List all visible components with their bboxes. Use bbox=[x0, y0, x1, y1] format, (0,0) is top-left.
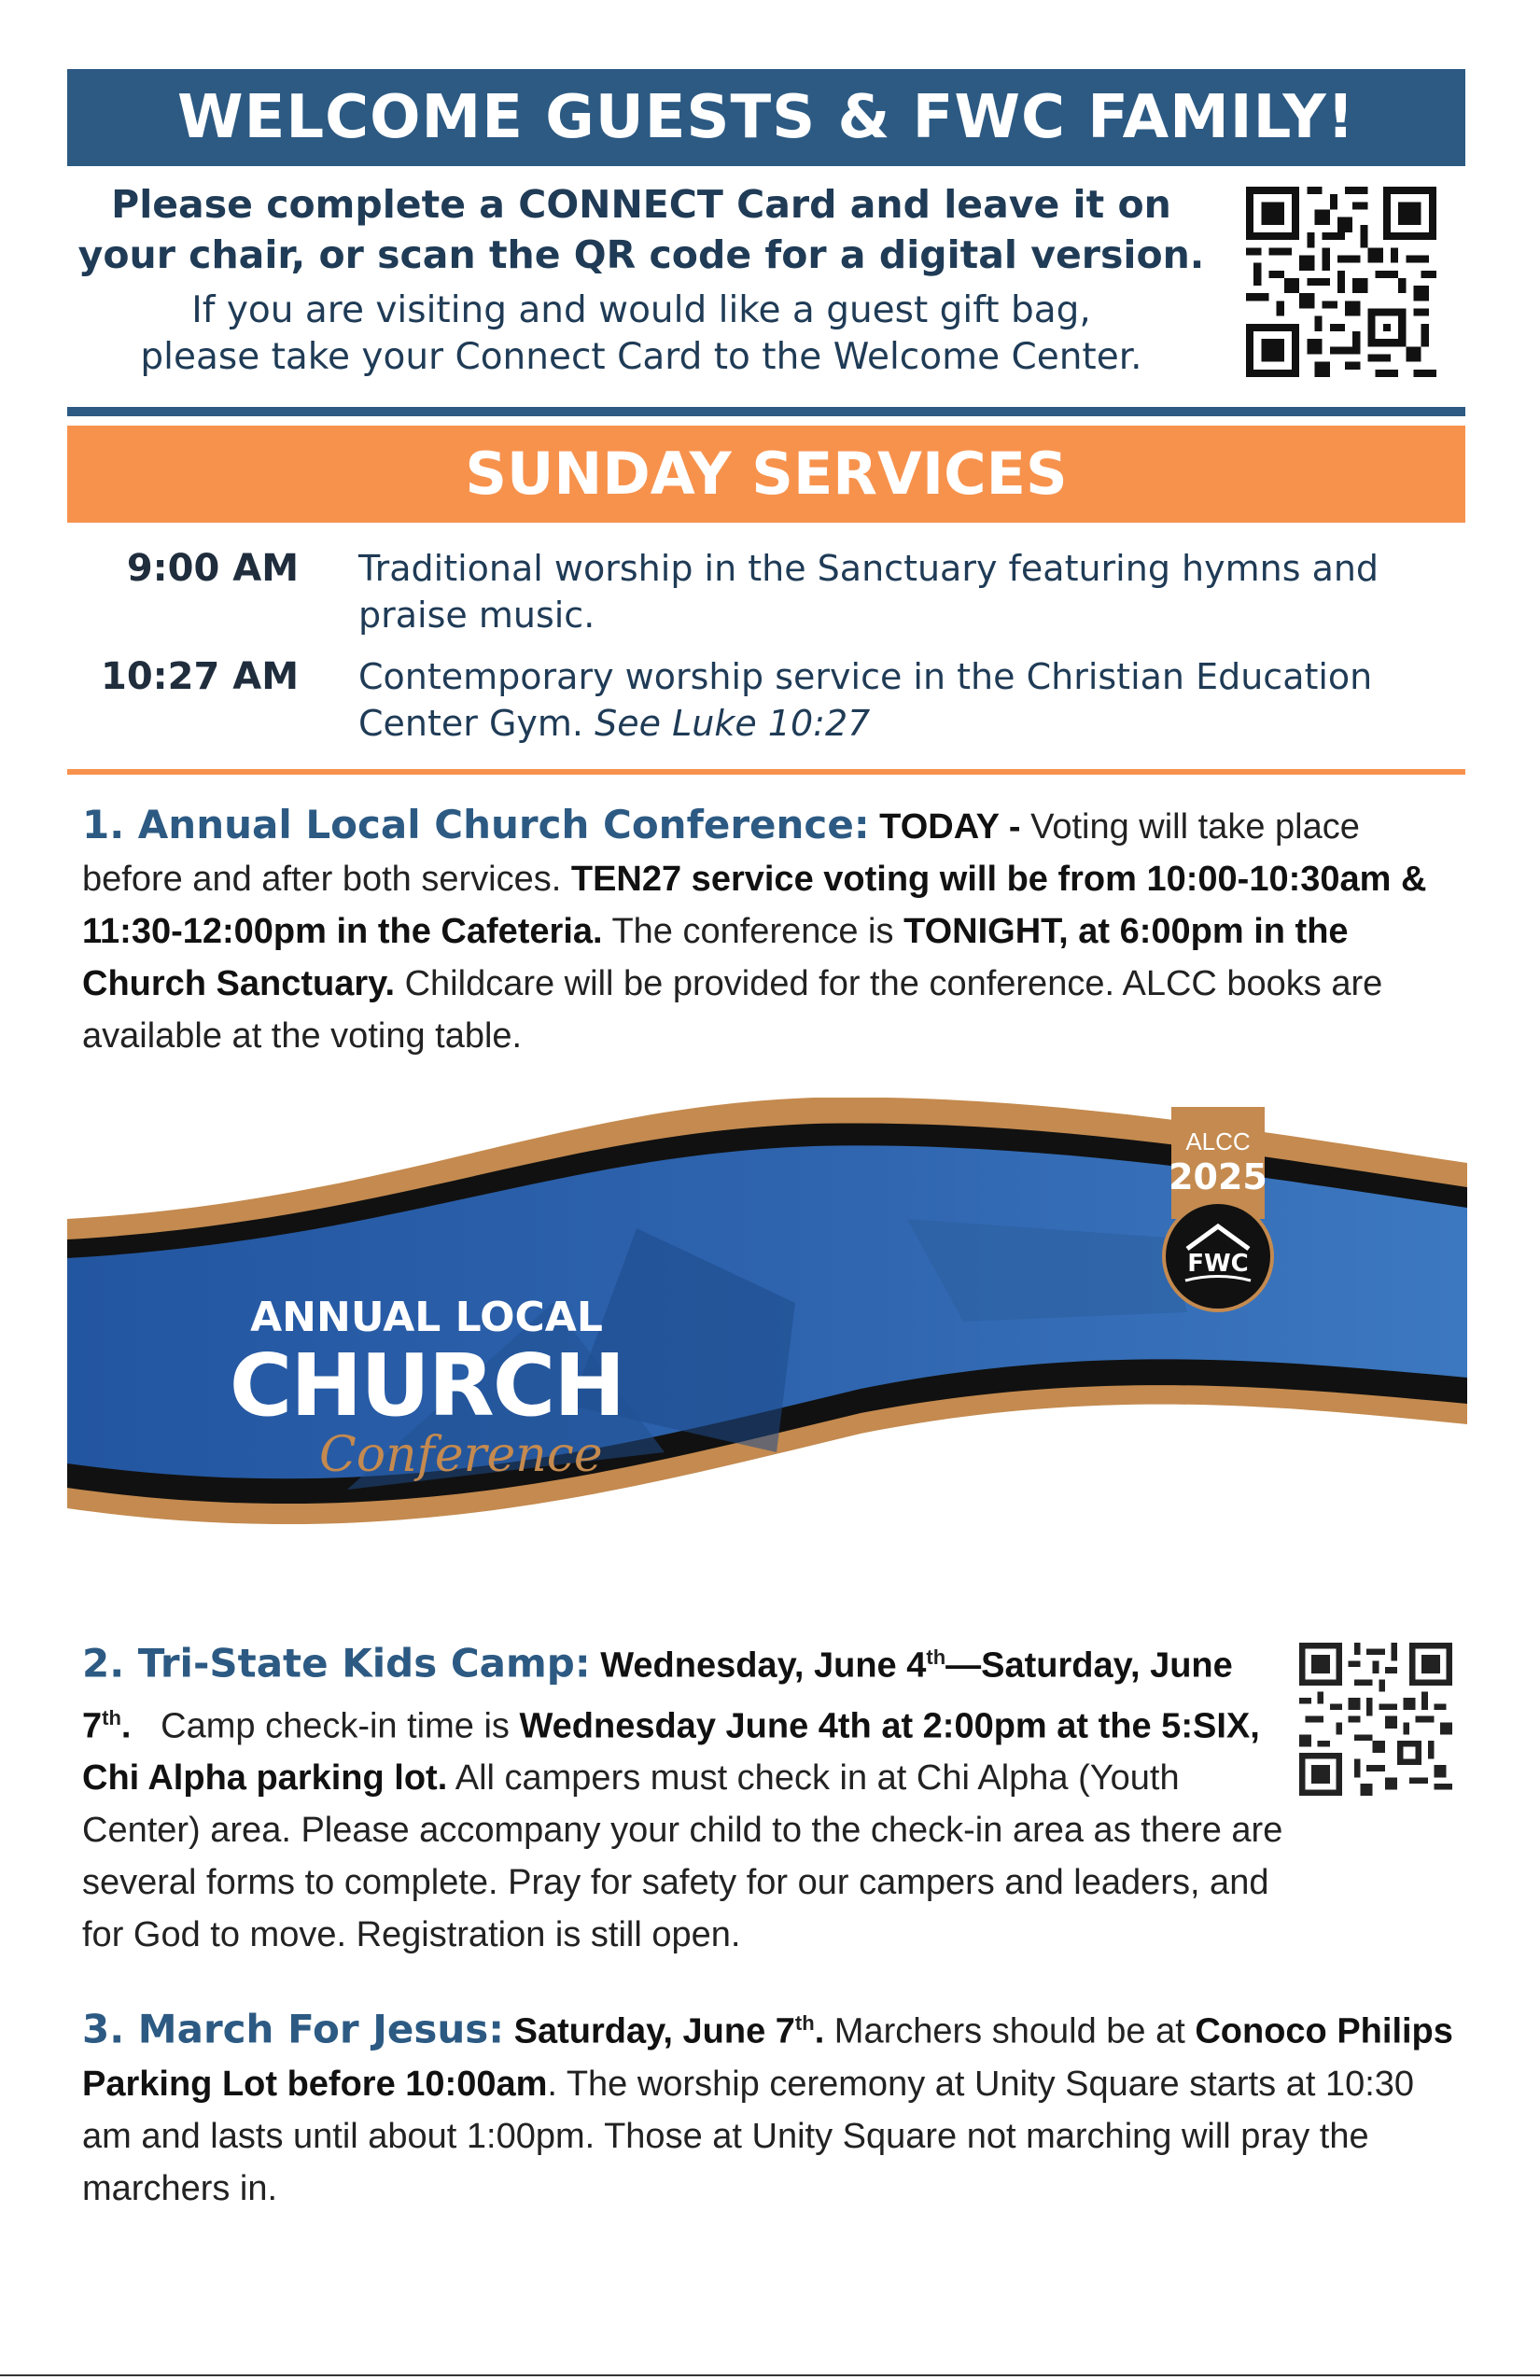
connect-line-2: your chair, or scan the QR code for a digital version. bbox=[77, 232, 1205, 277]
page-bottom-rule bbox=[0, 2374, 1540, 2376]
banner-logo-text: FWC bbox=[1187, 1250, 1249, 1278]
connect-qr-code-icon[interactable] bbox=[1245, 187, 1437, 377]
service-desc-line: Traditional worship in the Sanctuary featuring hymns and bbox=[358, 548, 1379, 589]
connect-line-4: please take your Connect Card to the Welcome Center. bbox=[140, 336, 1142, 378]
alcc-banner bbox=[67, 1098, 1467, 1555]
announcement-item: 3. March For Jesus: Saturday, June 7th. Marchers should be at Conoco Philips Parking Lot before 10:00am. The worship ceremony at Unity Square starts at 10:30 am and lasts until about 1:00pm. Those at Unity Square not marching will pray the marchers in. bbox=[82, 2006, 1453, 2208]
connect-line-3: If you are visiting and would like a guest gift bag, bbox=[191, 289, 1091, 331]
service-desc-line: Center Gym. See Luke 10:27 bbox=[358, 703, 871, 744]
banner-line-1: ANNUAL LOCAL bbox=[250, 1294, 603, 1341]
banner-line-2: CHURCH bbox=[229, 1336, 624, 1435]
services-header: SUNDAY SERVICES bbox=[67, 426, 1465, 523]
service-time: 9:00 AM bbox=[126, 547, 299, 590]
announcement-item: 1. Annual Local Church Conference: TODAY - Voting will take place before and after both services. TEN27 service voting will be from 10:00-10:30am & 11:30-12:00pm in the Cafeteria. The conference is TONIGHT, at 6:00pm in the Church Sanctuary. Childcare will be provided for the conference. ALCC books are available at the voting table. bbox=[82, 802, 1427, 1056]
banner-tag-year: 2025 bbox=[1169, 1156, 1267, 1197]
section-divider bbox=[67, 769, 1465, 775]
service-description bbox=[358, 653, 1516, 747]
connect-line-1: Please complete a CONNECT Card and leave it on bbox=[111, 182, 1171, 227]
connect-instructions bbox=[67, 179, 1215, 381]
service-desc-line: Contemporary worship service in the Christian Education bbox=[358, 656, 1373, 697]
banner-line-3: Conference bbox=[319, 1427, 603, 1483]
service-desc-line: praise music. bbox=[358, 595, 595, 636]
banner-tag-alcc: ALCC bbox=[1185, 1127, 1251, 1155]
service-description bbox=[358, 545, 1516, 638]
announcement-heading: 2. Tri-State Kids Camp: bbox=[82, 1640, 591, 1687]
welcome-banner: WELCOME GUESTS & FWC FAMILY! bbox=[67, 69, 1465, 166]
scripture-reference: See Luke 10:27 bbox=[595, 703, 871, 744]
announcement-item: 2. Tri-State Kids Camp: Wednesday, June 4th—Saturday, June 7th. Camp check-in time is Wednesday June 4th at 2:00pm at the 5:SIX, Chi Alpha parking lot. All campers must check in at Chi Alpha (Youth Center) area. Please accompany your child to the check-in area as there are several forms to complete. Pray for safety for our campers and leaders, and for God to move. Registration is still open. bbox=[82, 1640, 1283, 1955]
camp-qr-code-icon[interactable] bbox=[1299, 1643, 1452, 1796]
section-divider bbox=[67, 407, 1465, 416]
announcement-heading: 1. Annual Local Church Conference: bbox=[82, 802, 870, 847]
announcement-heading: 3. March For Jesus: bbox=[82, 2006, 505, 2052]
service-time: 10:27 AM bbox=[100, 655, 299, 698]
